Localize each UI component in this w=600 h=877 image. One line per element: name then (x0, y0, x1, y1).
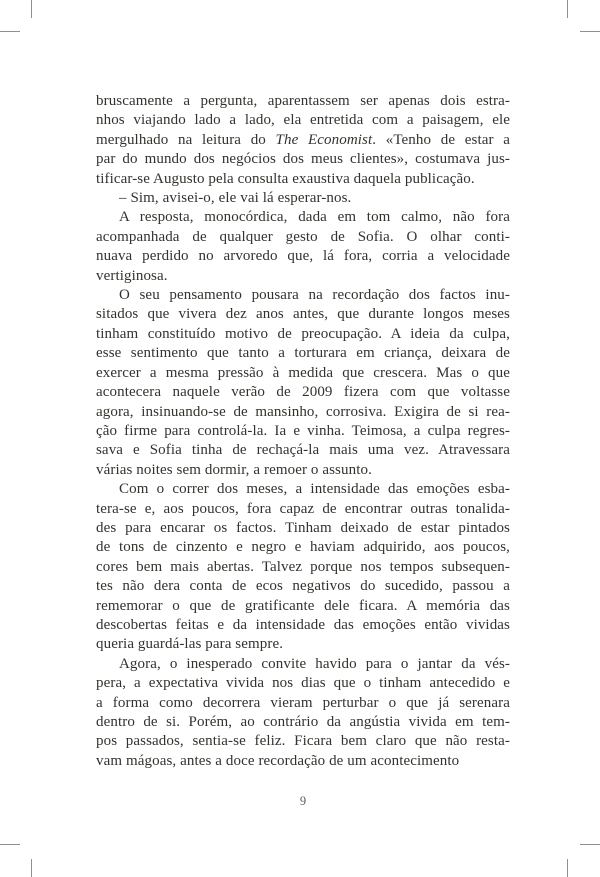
text-line: Com o correr dos meses, a intensidade das emoções esba- (119, 481, 510, 498)
text-line: tes não dera conta de ecos negativos do sucedido, passou a (96, 578, 510, 595)
crop-mark-bottom-right-horizontal (580, 844, 600, 845)
paragraph (96, 286, 510, 480)
text-line: O seu pensamento pousara na recordação dos factos inu- (119, 287, 510, 304)
text-line: pera, a expectativa vivida nos dias que o tinham antecedido e (96, 675, 510, 692)
text-line: cores bem mais abertas. Talvez porque nos tempos subsequen- (96, 558, 510, 575)
paragraph (96, 92, 510, 189)
text-line: nhos viajando lado a lado, ela entretida com a paisagem, ele (96, 112, 510, 129)
text-line: vam mágoas, antes a doce recordação de um acontecimento (96, 752, 460, 769)
text-line: queria guardá-las para sempre. (96, 636, 284, 653)
text-line: sava e Sofia tinha de rechaçá-la mais uma vez. Atravessara (96, 442, 510, 459)
page-text (96, 92, 510, 771)
text-line: sitados que vivera dez anos antes, que durante longos meses (96, 306, 510, 323)
text-line: par do mundo dos negócios dos meus clientes», costumava jus- (96, 151, 510, 168)
text-line: ção firme para controlá-la. Ia e vinha. Teimosa, a culpa regres- (96, 422, 510, 439)
text-line: Agora, o inesperado convite havido para o jantar da vés- (119, 655, 510, 672)
text-line: esse sentimento que tanto a torturara em criança, deixara de (96, 345, 510, 362)
crop-mark-top-right-horizontal (580, 31, 600, 32)
paragraph (96, 189, 510, 208)
text-line: agora, insinuando-se de mansinho, corrosiva. Exigira de si rea- (96, 403, 510, 420)
paragraph (96, 655, 510, 771)
text-line: rememorar o que de gratificante dele ficara. A memória das (96, 597, 510, 614)
text-line: pos passados, sentia-se feliz. Ficara bem claro que não resta- (96, 733, 510, 750)
text-line: des para encarar os factos. Tinham deixado de estar pintados (96, 519, 510, 536)
text-line: tificar-se Augusto pela consulta exaustiva daquela publicação. (96, 170, 475, 187)
text-line: tera-se e, aos poucos, fora capaz de encontrar outras tonalida- (96, 500, 510, 517)
crop-mark-top-left-horizontal (0, 31, 20, 32)
crop-mark-bottom-right-vertical (567, 859, 568, 877)
text-line: bruscamente a pergunta, aparentassem ser apenas dois estra- (96, 93, 510, 109)
page-number: 9 (299, 794, 307, 808)
crop-mark-bottom-left-horizontal (0, 844, 20, 845)
text-line: vertiginosa. (96, 267, 168, 284)
text-line: de tons de cinzento e negro e haviam adquirido, aos poucos, (96, 539, 510, 556)
text-line: nuava perdido no arvoredo que, lá fora, corria a velocidade (96, 248, 510, 265)
paragraph (96, 208, 510, 286)
paragraph (96, 480, 510, 655)
crop-mark-top-left-vertical (31, 0, 32, 18)
text-line: a forma como decorrera vieram perturbar o que já serenara (96, 694, 510, 711)
text-line: descobertas feitas e da intensidade das emoções então vividas (96, 616, 510, 633)
text-line: exercer a mesma pressão à medida que crescera. Mas o que (96, 364, 510, 381)
crop-mark-top-right-vertical (567, 0, 568, 18)
text-line: acontecera naquele verão de 2009 fizera com que voltasse (96, 384, 510, 401)
text-line: mergulhado na leitura do The Economist. «Tenho de estar a (96, 131, 510, 148)
text-line: tinham constituído motivo de preocupação. A ideia da culpa, (96, 325, 510, 342)
text-line: dentro de si. Porém, ao contrário da angústia vivida em tem- (96, 714, 510, 730)
text-line: acompanhada de qualquer gesto de Sofia. O olhar conti- (96, 228, 510, 245)
text-line: A resposta, monocórdica, dada em tom calmo, não fora (119, 209, 510, 226)
crop-mark-bottom-left-vertical (31, 859, 32, 877)
text-line: várias noites sem dormir, a remoer o assunto. (96, 461, 372, 478)
text-line: – Sim, avisei-o, ele vai lá esperar-nos. (119, 190, 352, 207)
